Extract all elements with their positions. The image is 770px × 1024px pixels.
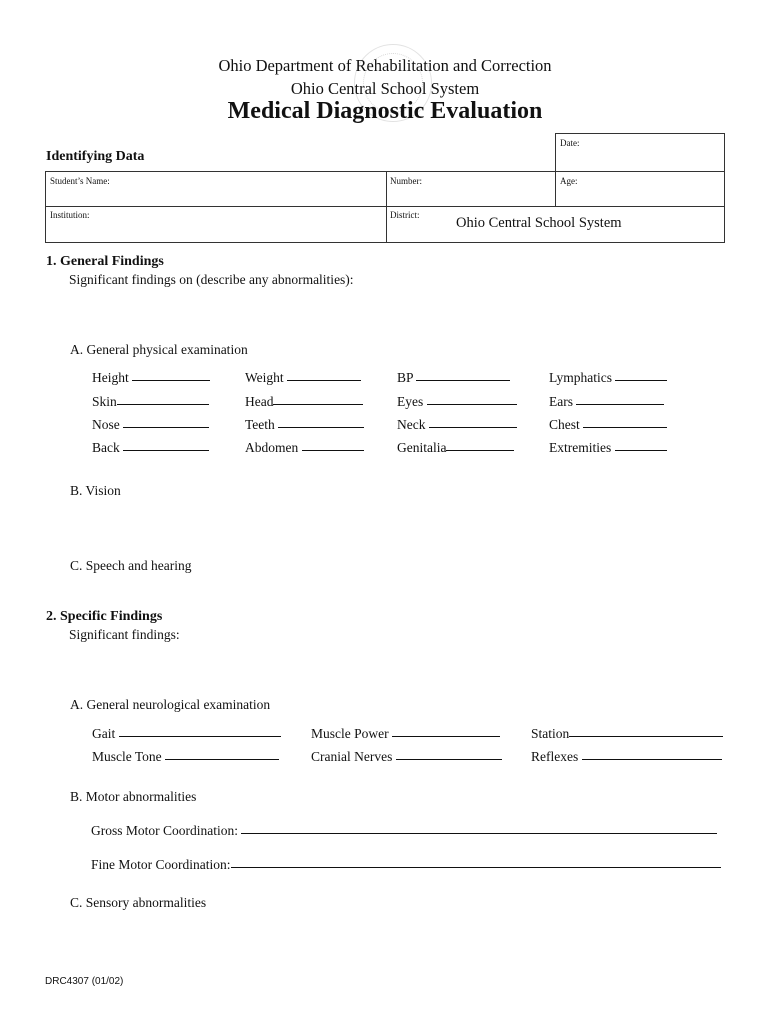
fine-motor-field[interactable]: Fine Motor Coordination:: [91, 857, 721, 873]
eyes-field[interactable]: Eyes: [397, 394, 517, 410]
gross-motor-field[interactable]: Gross Motor Coordination:: [91, 823, 717, 839]
school-system-name: Ohio Central School System: [290, 79, 480, 98]
form-id: DRC4307 (01/02): [45, 976, 124, 987]
muscle-power-field[interactable]: Muscle Power: [311, 726, 500, 742]
district-label: District:: [390, 210, 420, 220]
teeth-field[interactable]: Teeth: [245, 417, 364, 433]
district-value[interactable]: Ohio Central School System: [456, 215, 622, 231]
gait-field[interactable]: Gait: [92, 726, 281, 742]
identifying-col-divider-1: [386, 171, 387, 243]
abdomen-field[interactable]: Abdomen: [245, 440, 364, 456]
bp-field[interactable]: BP: [397, 370, 510, 386]
speech-hearing-label: C. Speech and hearing: [70, 558, 192, 573]
chest-field[interactable]: Chest: [549, 417, 667, 433]
skin-field[interactable]: Skin: [92, 394, 209, 410]
muscle-tone-field[interactable]: Muscle Tone: [92, 749, 279, 765]
general-neuro-exam-label: A. General neurological examination: [70, 697, 271, 712]
section2-subheading: Significant findings:: [69, 627, 180, 642]
number-field[interactable]: Number:: [390, 176, 422, 186]
station-field[interactable]: Station: [531, 726, 723, 742]
section2-heading: 2. Specific Findings: [46, 609, 163, 624]
date-field[interactable]: [555, 133, 725, 172]
reflexes-field[interactable]: Reflexes: [531, 749, 722, 765]
sensory-abnormalities-label: C. Sensory abnormalities: [70, 895, 207, 910]
identifying-table: [45, 171, 725, 243]
identifying-col-divider-2: [555, 171, 556, 206]
identifying-data-heading: Identifying Data: [46, 149, 145, 164]
age-field[interactable]: Age:: [560, 176, 578, 186]
general-physical-exam-label: A. General physical examination: [70, 342, 248, 357]
genitalia-field[interactable]: Genitalia: [397, 440, 514, 456]
cranial-nerves-field[interactable]: Cranial Nerves: [311, 749, 502, 765]
student-name-field[interactable]: Student’s Name:: [50, 176, 110, 186]
institution-field[interactable]: Institution:: [50, 210, 90, 220]
ears-field[interactable]: Ears: [549, 394, 664, 410]
department-name: Ohio Department of Rehabilitation and Correction: [218, 56, 552, 75]
vision-label: B. Vision: [70, 483, 121, 498]
date-label: Date:: [560, 138, 580, 148]
section1-heading: 1. General Findings: [46, 254, 164, 269]
nose-field[interactable]: Nose: [92, 417, 209, 433]
motor-abnormalities-label: B. Motor abnormalities: [70, 789, 197, 804]
form-title: Medical Diagnostic Evaluation: [227, 98, 543, 124]
head-field[interactable]: Head: [245, 394, 363, 410]
extremities-field[interactable]: Extremities: [549, 440, 667, 456]
identifying-row-divider: [45, 206, 725, 207]
lymphatics-field[interactable]: Lymphatics: [549, 370, 667, 386]
back-field[interactable]: Back: [92, 440, 209, 456]
section1-subheading: Significant findings on (describe any abnormalities):: [69, 272, 354, 287]
weight-field[interactable]: Weight: [245, 370, 361, 386]
neck-field[interactable]: Neck: [397, 417, 517, 433]
height-field[interactable]: Height: [92, 370, 210, 386]
